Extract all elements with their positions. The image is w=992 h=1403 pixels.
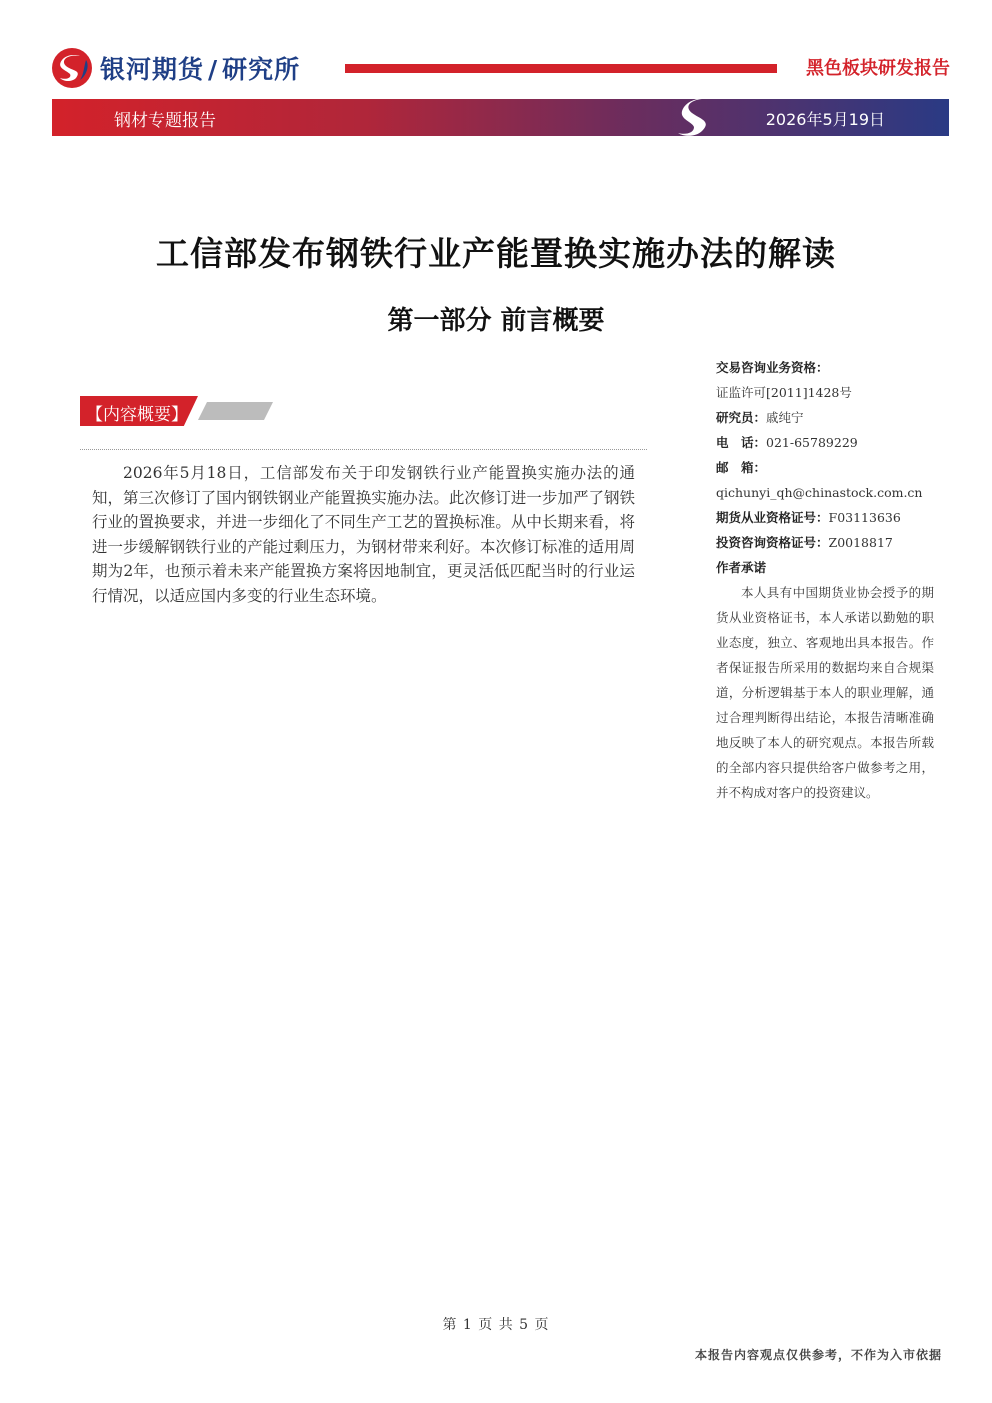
section-title: 第一部分 前言概要 bbox=[387, 306, 605, 336]
summary-paragraph: 2026年5月18日，工信部发布关于印发钢铁行业产能置换实施办法的通知，第三次修订了国内钢铁钢业产能置换实施办法。此次修订进一步加严了钢铁行业的置换要求，并进一步细化了不同生产工艺的置换标准。从中长期来看，将进一步缓解钢铁行业的产能过剩压力，为钢材带来利好。本次修订标准的适用周期为2年，也预示着未来产能置换方案将因地制宜，更灵活低匹配当时的行业运行情况，以适应国内多变的行业生态环境。 bbox=[92, 464, 635, 605]
brand-logo bbox=[50, 46, 350, 90]
promise-label: 作者承诺 bbox=[716, 560, 767, 575]
invest-cert-label: 投资咨询资格证号： bbox=[716, 535, 829, 550]
futures-cert-label: 期货从业资格证号： bbox=[716, 510, 829, 525]
analyst-label: 研究员： bbox=[716, 410, 767, 425]
page-number: 第 1 页 共 5 页 bbox=[442, 1317, 550, 1333]
summary-tag-label: 【内容概要】 bbox=[86, 405, 188, 425]
promise-text: 本人具有中国期货业协会授予的期货从业资格证书，本人承诺以勤勉的职业态度，独立、客观地出具本报告。作者保证报告所采用的数据均来自合规渠道，分析逻辑基于本人的职业理解，通过合理判断得出结论，本报告清晰准确地反映了本人的研究观点。本报告所载的全部内容只提供给客户做参考之用，并不构成对客户的投资建议。 bbox=[716, 585, 934, 800]
phone-value: 021-65789229 bbox=[766, 435, 858, 450]
brand-name bbox=[100, 50, 300, 86]
author-sidebar bbox=[716, 355, 934, 805]
galaxy-futures-logo-icon bbox=[50, 46, 94, 90]
brand-text: 银河期货 bbox=[100, 55, 205, 84]
s-swoosh-icon bbox=[672, 95, 722, 141]
invest-cert-row bbox=[716, 530, 934, 555]
email-value[interactable]: qichunyi_qh@chinastock.com.cn bbox=[716, 485, 923, 500]
summary-divider bbox=[80, 449, 647, 450]
qualification-label: 交易咨询业务资格： bbox=[716, 360, 829, 375]
summary-tag bbox=[80, 396, 280, 426]
futures-cert-row bbox=[716, 505, 934, 530]
qualification-number: 证监许可[2011]1428号 bbox=[716, 385, 852, 400]
report-category: 钢材专题报告 bbox=[114, 111, 216, 131]
email-label: 邮 箱： bbox=[716, 460, 767, 475]
futures-cert-value: F03113636 bbox=[828, 510, 901, 525]
page-title: 工信部发布钢铁行业产能置换实施办法的解读 bbox=[156, 234, 836, 273]
header-red-rule bbox=[345, 64, 777, 73]
report-type: 黑色板块研发报告 bbox=[806, 58, 950, 79]
phone-row bbox=[716, 430, 934, 455]
report-date: 2026年5月19日 bbox=[765, 110, 885, 129]
division-text: 研究所 bbox=[222, 55, 301, 84]
analyst-row bbox=[716, 405, 934, 430]
footer-disclaimer: 本报告内容观点仅供参考，不作为入市依据 bbox=[694, 1348, 942, 1362]
brand-slash: / bbox=[208, 55, 219, 84]
summary-tag-grey-bg bbox=[198, 402, 273, 420]
phone-label: 电 话： bbox=[716, 435, 767, 450]
analyst-name: 戚纯宁 bbox=[766, 410, 804, 425]
invest-cert-value: Z0018817 bbox=[828, 535, 893, 550]
header-band bbox=[52, 99, 949, 136]
